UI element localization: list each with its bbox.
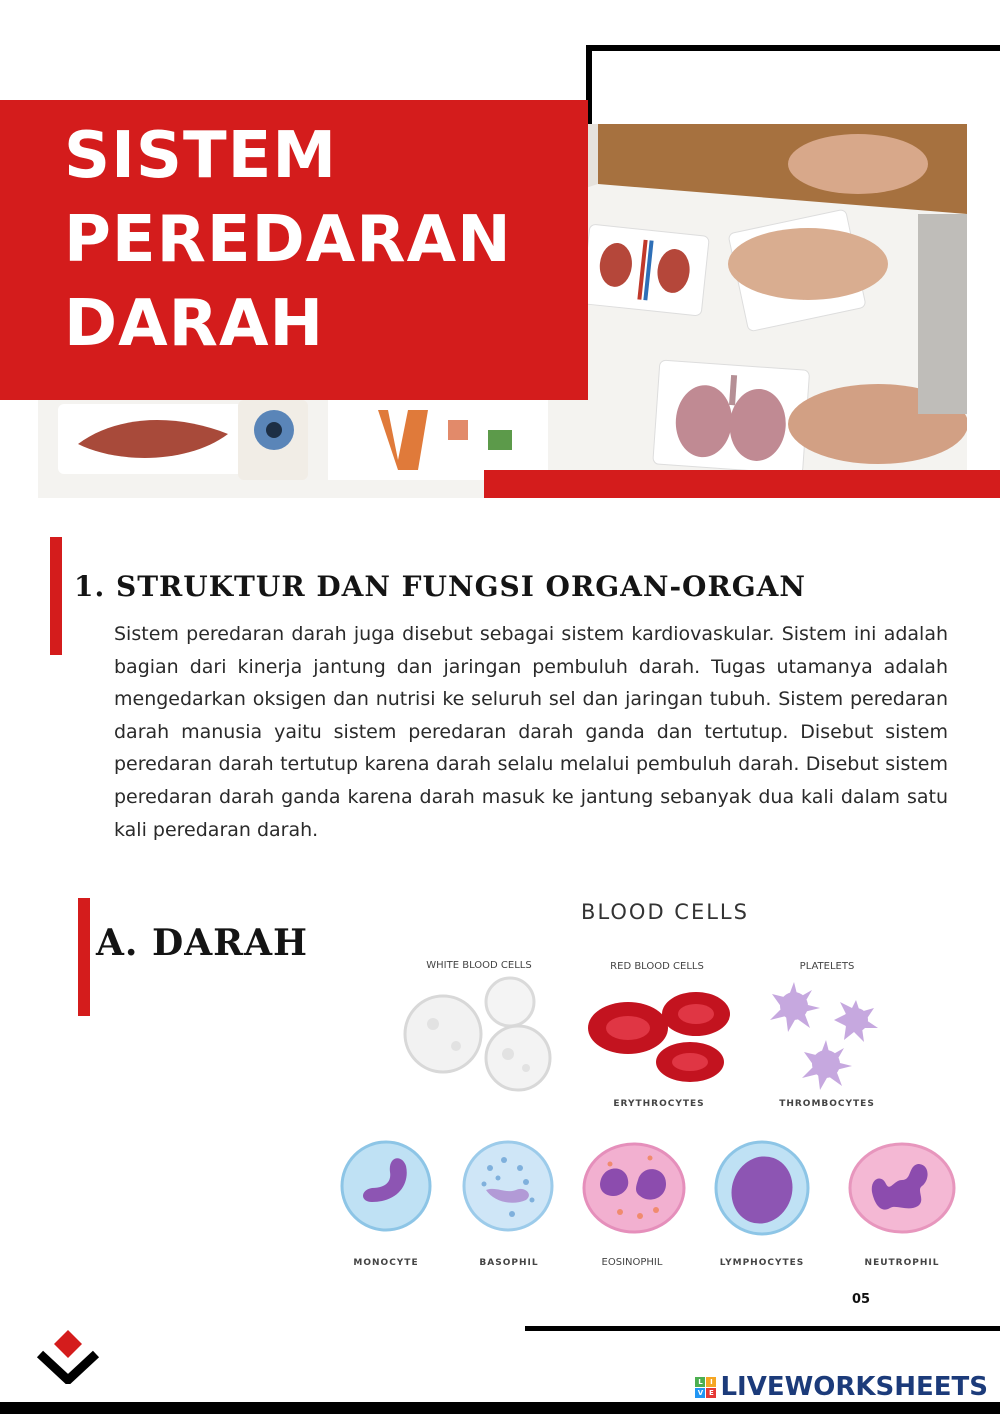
label-red-blood-cells: RED BLOOD CELLS (610, 961, 704, 972)
neutrophil-icon (846, 1140, 958, 1236)
platelets-icon (766, 976, 896, 1096)
page-number: 05 (852, 1292, 871, 1307)
frame-top-line (586, 45, 1000, 51)
page-title (64, 114, 512, 366)
footer-line (525, 1326, 1000, 1331)
title-line-3: DARAH (64, 287, 325, 361)
title-line-1: SISTEM (64, 119, 338, 193)
label-basophil: BASOPHIL (479, 1258, 539, 1268)
publisher-logo-icon (36, 1328, 100, 1384)
blood-cells-title: BLOOD CELLS (581, 900, 749, 924)
monocyte-icon (338, 1138, 434, 1234)
label-thrombocytes: THROMBOCYTES (779, 1099, 875, 1109)
label-lymphocytes: LYMPHOCYTES (719, 1258, 805, 1268)
label-platelets: PLATELETS (799, 961, 855, 972)
section1-paragraph: Sistem peredaran darah juga disebut sebagai sistem kardiovaskular. Sistem ini adalah bagian dari kinerja jantung dan jaringan pembuluh darah. Tugas utamanya adalah mengedarkan oksigen dan nutrisi ke seluruh sel dan jaringan tubuh. Sistem peredaran darah manusia yaitu sistem peredaran darah ganda dan tertutup. Disebut sistem peredaran darah tertutup karena darah selalu melalui pembuluh darah. Disebut sistem peredaran darah ganda karena darah masuk ke jantung sebanyak dua kali dalam satu kali peredaran darah. (114, 623, 948, 841)
liveworksheets-text: LIVEWORKSHEETS (720, 1372, 988, 1402)
label-neutrophil: NEUTROPHIL (864, 1258, 940, 1268)
red-blood-cells-icon (586, 986, 736, 1086)
section1-heading: 1. STRUKTUR DAN FUNGSI ORGAN-ORGAN (74, 570, 806, 603)
label-white-blood-cells: WHITE BLOOD CELLS (426, 960, 532, 971)
basophil-icon (460, 1138, 556, 1234)
sectionA-heading: A. DARAH (96, 922, 309, 964)
liveworksheets-brand[interactable] (695, 1372, 988, 1402)
section1-accent-bar (50, 537, 62, 655)
title-line-2: PEREDARAN (64, 203, 512, 277)
bottom-strip (0, 1402, 1000, 1414)
sectionA-accent-bar (78, 898, 90, 1016)
eosinophil-icon (580, 1140, 688, 1236)
lymphocytes-icon (710, 1138, 814, 1238)
label-eosinophil: EOSINOPHIL (601, 1257, 663, 1268)
white-blood-cells-icon (398, 974, 562, 1094)
label-monocyte: MONOCYTE (353, 1258, 419, 1268)
liveworksheets-grid-icon: L I V E (695, 1377, 716, 1398)
blood-cells-infographic (330, 890, 970, 1290)
label-erythrocytes: ERYTHROCYTES (613, 1099, 705, 1109)
hero-accent-bar (484, 470, 1000, 498)
